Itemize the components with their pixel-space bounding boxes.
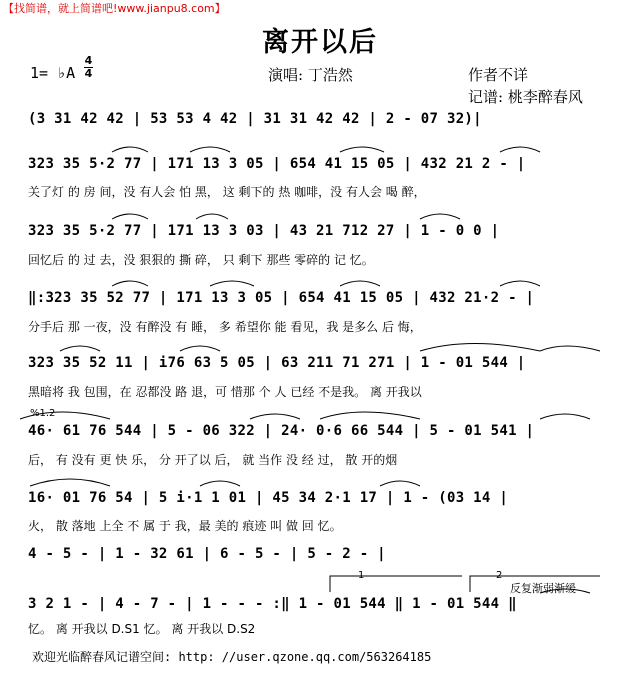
slur-row7-c <box>380 481 420 486</box>
repeat-ending-note: 反复渐弱渐缓 <box>510 582 576 595</box>
staff-row-7-lyrics: 火， 散 落地 上全 不 属 于 我，最 美的 痕迹 叫 做 回 忆。 <box>28 519 342 533</box>
singer-credit: 演唱: 丁浩然 <box>268 66 353 84</box>
staff-row-6-notes: 46· 61 76 544 | 5 - 06 322 | 24· 0·6 66 544 | 5 - 01 541 | <box>28 423 535 439</box>
slur-row3-b <box>196 214 228 219</box>
slur-row7-b <box>200 481 240 486</box>
staff-row-1-notes: (3 31 42 42 | 53 53 4 42 | 31 31 42 42 | 2 - 07 32)| <box>28 111 482 127</box>
slur-row6-d <box>540 414 590 419</box>
staff-row-3-lyrics: 回忆后 的 过 去，没 狠狠的 撕 碎， 只 剩下 那些 零碎的 记 忆。 <box>28 253 374 267</box>
slur-row4-b <box>210 281 254 286</box>
slur-row6-a <box>20 412 110 419</box>
slur-row2-d <box>500 147 540 152</box>
slur-ending <box>540 589 590 593</box>
staff-row-4-lyrics: 分手后 那 一夜，没 有醉没 有 睡， 多 希望你 能 看见，我 是多么 后 悔， <box>28 320 422 334</box>
time-signature-bottom: 4 <box>84 67 93 80</box>
staff-row-5-notes: 323 35 52 11 | i76 63 5 05 | 63 211 71 271 | 1 - 01 544 | <box>28 355 526 371</box>
slur-row4-c <box>340 281 380 286</box>
slur-row6-b <box>250 414 300 419</box>
slur-row4-d <box>500 281 540 286</box>
staff-row-9-lyrics: 忆。 离 开我以 D.S1 忆。 离 开我以 D.S2 <box>28 622 256 636</box>
slur-row2-c <box>340 147 384 152</box>
staff-row-6-lyrics: 后， 有 没有 更 快 乐， 分 开了以 后， 就 当作 没 经 过， 散 开的烟 <box>28 453 398 467</box>
slur-row4-a <box>112 281 148 286</box>
staff-row-4-notes: ‖:323 35 52 77 | 171 13 3 05 | 654 41 15 05 | 432 21·2 - | <box>28 290 535 306</box>
slur-row2-a <box>112 147 148 152</box>
staff-row-5-lyrics: 黑暗将 我 包围，在 忍都没 路 退，可 惜那 个 人 已经 不是我。 离 开我以 <box>28 385 422 399</box>
staff-row-7-notes: 16· 01 76 54 | 5 i·1 1 01 | 45 34 2·1 17 | 1 - (03 14 | <box>28 490 509 506</box>
staff-row-2-lyrics: 关了灯 的 房 间，没 有人会 怕 黑， 这 剩下的 热 咖啡，没 有人会 喝 醉， <box>28 185 426 199</box>
slur-row3-c <box>420 214 460 219</box>
time-signature-top: 4 <box>84 54 93 67</box>
volta-first-bracket <box>330 576 462 592</box>
author-credit: 作者不详 <box>468 66 529 84</box>
key-signature: 1= ♭A <box>30 64 76 82</box>
footer-link[interactable]: 欢迎光临醉春风记谱空间: http: //user.qzone.qq.com/563264185 <box>32 650 432 664</box>
slur-row3-a <box>112 214 148 219</box>
volta-second-label: 2 <box>496 570 503 581</box>
transcriber-credit: 记谱: 桃李醉春风 <box>468 88 583 106</box>
slur-row5-b <box>180 346 220 351</box>
slur-row6-c <box>320 412 420 419</box>
slur-row7-a <box>30 479 110 486</box>
site-banner[interactable]: 【找简谱，就上简谱吧!www.jianpu8.com】 <box>3 2 226 15</box>
slur-row5-d <box>540 346 600 351</box>
slur-row2-b <box>190 147 230 152</box>
staff-row-8-notes: 4 - 5 - | 1 - 32 61 | 6 - 5 - | 5 - 2 - | <box>28 546 386 562</box>
volta-second-bracket <box>470 576 600 592</box>
staff-row-2-notes: 323 35 5·2 77 | 171 13 3 05 | 654 41 15 05 | 432 21 2 - | <box>28 156 526 172</box>
segno-sign: %1.2 <box>30 408 56 419</box>
song-title: 离开以后 <box>262 27 378 58</box>
staff-row-3-notes: 323 35 5·2 77 | 171 13 3 03 | 43 21 712 27 | 1 - 0 0 | <box>28 223 500 239</box>
volta-first-label: 1 <box>358 570 365 581</box>
staff-row-9-notes: 3 2 1 - | 4 - 7 - | 1 - - - :‖ 1 - 01 544 ‖ 1 - 01 544 ‖ <box>28 596 517 612</box>
slur-row5-c <box>420 344 540 352</box>
slur-row5-a <box>60 346 100 351</box>
